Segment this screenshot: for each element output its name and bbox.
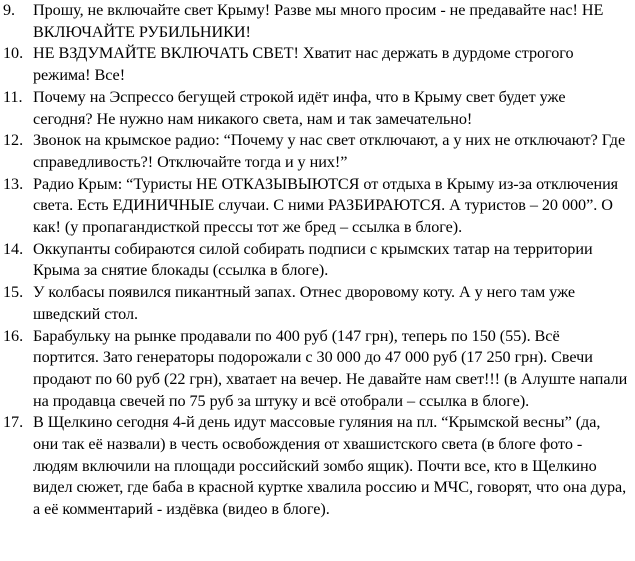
list-item [0,174,635,239]
list-item-text: Радио Крым: “Туристы НЕ ОТКАЗЫВЫЮТСЯ от отдыха в Крыму из-за отключения света. Есть ЕДИНИЧНЫЕ случаи. С ними РАЗБИРАЮТСЯ. А туристов – 20 000”. О как! (у пропагандисткой прессы тот же бред – ссылка в блоге). [33,174,619,237]
list-item-number: 15. [3,283,24,302]
list-item-number: 16. [3,326,24,345]
list-item-text: Звонок на крымское радио: “Почему у нас свет отключают, а у них не отключают? Где справедливость?! Отключайте тогда и у них!” [33,131,626,171]
list-item-number: 17. [3,413,24,432]
list-item-text: Оккупанты собираются силой собирать подписи с крымских татар на территории Крыма за снятие блокады (ссылка в блоге). [33,239,593,280]
list-item-number: 14. [3,239,24,258]
list-item-text: У колбасы появился пикантный запах. Отнес дворовому коту. А у него там уже шведский стол. [33,283,576,323]
list-item-text: Прошу, не включайте свет Крыму! Разве мы много просим - не предавайте нас! НЕ ВКЛЮЧАЙТЕ РУБИЛЬНИКИ! [33,1,604,41]
list-item-text: Почему на Эспрессо бегущей строкой идёт инфа, что в Крыму свет будет уже сегодня? Не нужно нам никакого света, нам и так замечательно! [33,87,566,128]
list-item [0,239,635,282]
list-item [0,0,635,43]
list-item [0,412,635,521]
list-item-number: 13. [3,174,24,193]
list-item-number: 11. [3,87,23,106]
list-item-number: 10. [3,44,24,63]
list-item [0,130,635,173]
list-item [0,87,635,130]
list-item-number: 9. [3,1,16,19]
list-item-text: НЕ ВЗДУМАЙТЕ ВКЛЮЧАТЬ СВЕТ! Хватит нас держать в дурдоме строгого режима! Все! [33,44,574,85]
list-item-text: Барабульку на рынке продавали по 400 руб (147 грн), теперь по 150 (55). Всё портится. Зато генераторы подорожали с 30 000 до 47 000 руб (17 250 грн). Свечи продают по 60 руб (22 грн), хватает на вечер. Не давайте нам свет!!! (в Алуште напали на продавца свечей по 75 руб за штуку и всё отобрали – ссылка в блоге). [33,326,628,410]
list-item [0,282,635,325]
list-item [0,43,635,86]
list-item [0,326,635,413]
list-item-text: В Щелкино сегодня 4-й день идут массовые гуляния на пл. “Крымской весны” (да, они так её назвали) в честь освобождения от хвашистского света (в блоге фото - людям включили на площади российский зомбо ящик). Почти все, кто в Щелкино видел сюжет, где баба в красной куртке хвалила россию и МЧС, говорят, что она дура, а её комментарий - издёвка (видео в блоге). [33,413,627,519]
list-item-number: 12. [3,131,24,150]
